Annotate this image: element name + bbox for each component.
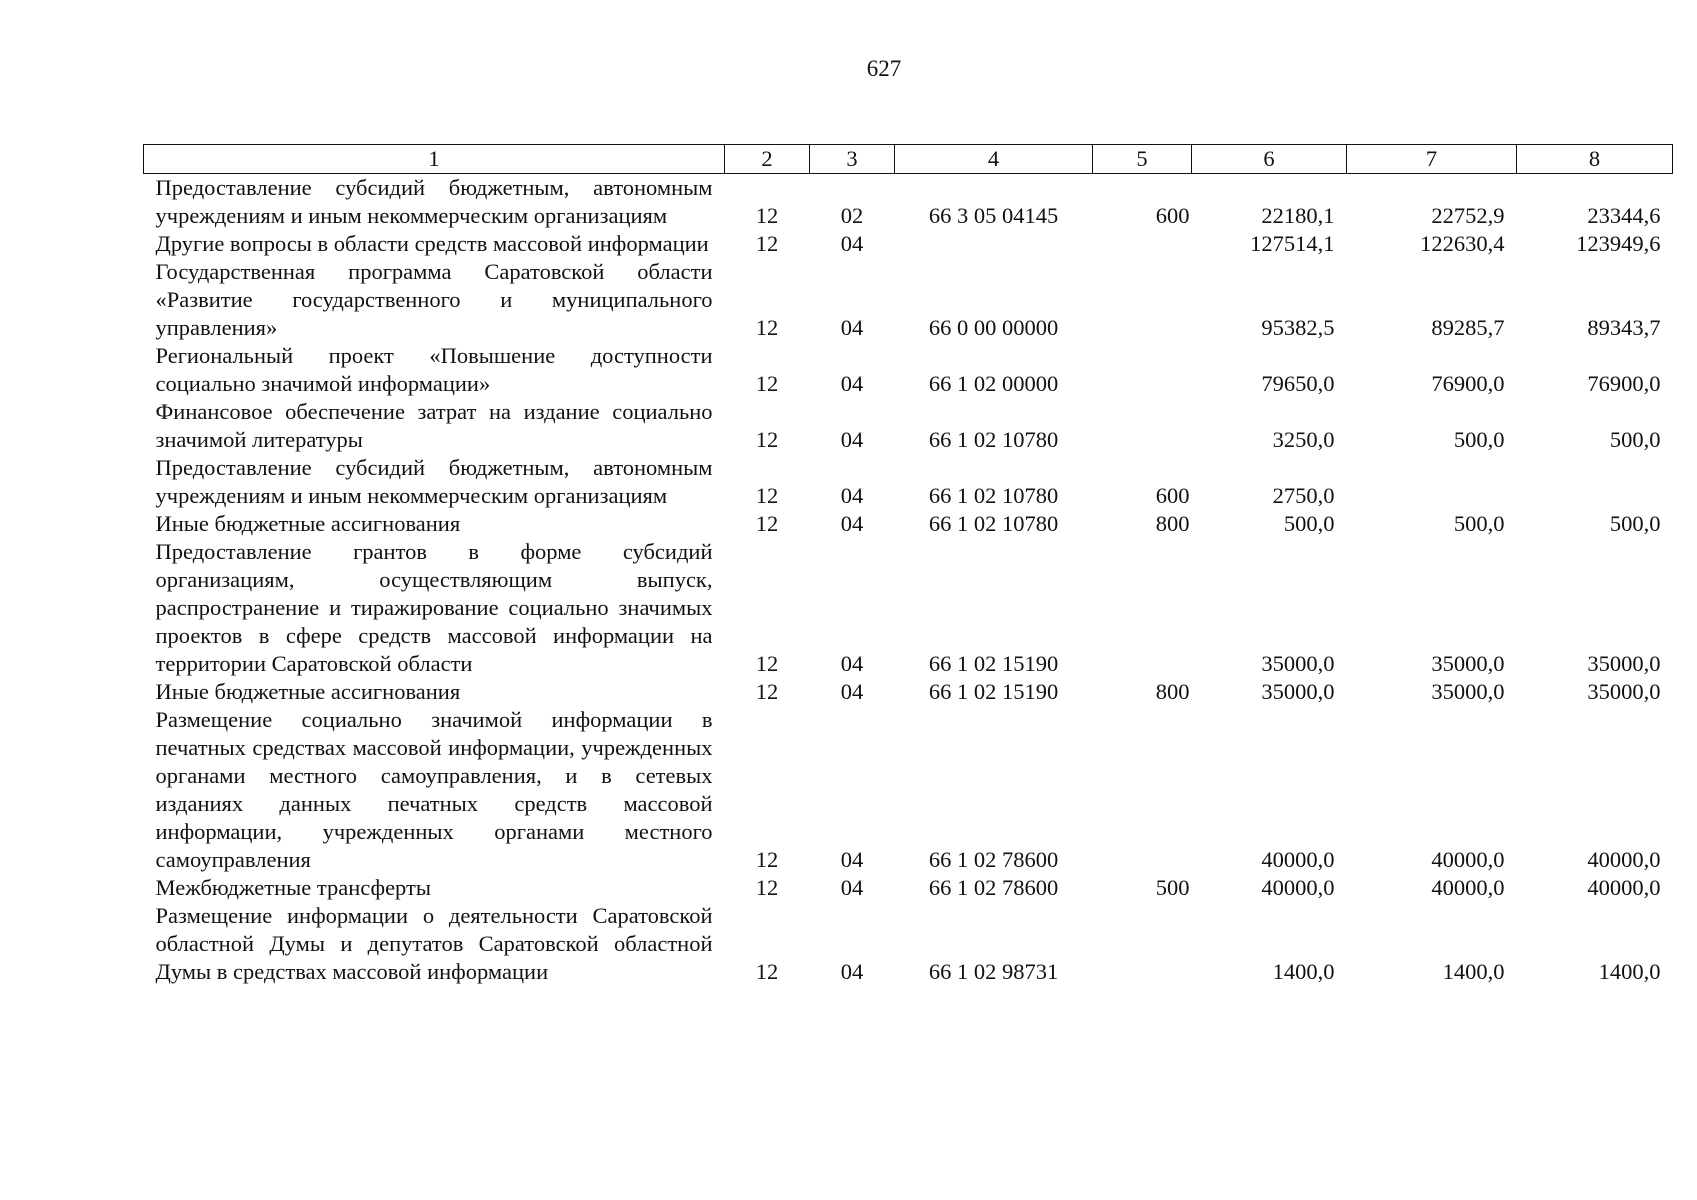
header-row [144, 145, 1673, 174]
table-body [144, 174, 1673, 987]
header-col-2: 2 [725, 145, 810, 174]
row-subsection: 04 [840, 231, 864, 256]
row-subsection: 04 [840, 483, 864, 508]
page-number: 627 [866, 56, 902, 81]
row-amount-col7: 1400,0 [1442, 959, 1505, 984]
row-amount-col6: 40000,0 [1261, 847, 1335, 872]
row-subsection: 02 [840, 203, 864, 228]
row-amount-col7: 40000,0 [1431, 875, 1505, 900]
row-amount-col8: 40000,0 [1587, 875, 1661, 900]
row-target-article: 66 1 02 15190 [928, 651, 1059, 676]
row-subsection: 04 [840, 511, 864, 536]
row-expense-type [1093, 398, 1192, 454]
row-subsection: 04 [840, 651, 864, 676]
row-section: 12 [755, 483, 779, 508]
row-amount-col8: 35000,0 [1587, 651, 1661, 676]
row-section: 12 [755, 371, 779, 396]
header-col-6: 6 [1192, 145, 1347, 174]
row-section: 12 [755, 959, 779, 984]
row-amount-col8 [1517, 454, 1673, 510]
row-expense-type: 800 [1155, 679, 1190, 704]
row-expense-type [1093, 902, 1192, 986]
table-row [144, 538, 1673, 678]
row-amount-col6: 95382,5 [1261, 315, 1335, 340]
row-amount-col8: 40000,0 [1587, 847, 1661, 872]
row-amount-col8: 123949,6 [1576, 231, 1661, 256]
header-col-8: 8 [1517, 145, 1673, 174]
row-amount-col7 [1347, 454, 1517, 510]
row-amount-col7: 76900,0 [1431, 371, 1505, 396]
row-target-article: 66 1 02 10780 [928, 427, 1059, 452]
row-amount-col7: 89285,7 [1431, 315, 1505, 340]
row-amount-col8: 35000,0 [1587, 679, 1661, 704]
row-target-article: 66 1 02 78600 [928, 847, 1059, 872]
table-row [144, 398, 1673, 454]
row-section: 12 [755, 427, 779, 452]
row-description: Предоставление субсидий бюджетным, автономным учреждениям и иным некоммерческим организациям [155, 455, 713, 508]
row-subsection: 04 [840, 959, 864, 984]
table-row [144, 510, 1673, 538]
row-expense-type [1093, 342, 1192, 398]
row-subsection: 04 [840, 315, 864, 340]
row-target-article: 66 1 02 00000 [928, 371, 1059, 396]
row-section: 12 [755, 315, 779, 340]
table-row [144, 902, 1673, 986]
row-section: 12 [755, 651, 779, 676]
row-amount-col6: 500,0 [1283, 511, 1335, 536]
row-section: 12 [755, 203, 779, 228]
row-amount-col6: 2750,0 [1272, 483, 1335, 508]
row-description: Государственная программа Саратовской области «Развитие государственного и муниципального управления» [155, 259, 713, 340]
row-target-article [895, 230, 1093, 258]
row-amount-col7: 500,0 [1453, 427, 1505, 452]
header-col-5: 5 [1093, 145, 1192, 174]
row-subsection: 04 [840, 427, 864, 452]
header-col-4: 4 [895, 145, 1093, 174]
row-description: Другие вопросы в области средств массовой информации [155, 231, 709, 256]
row-amount-col6: 3250,0 [1272, 427, 1335, 452]
row-expense-type: 600 [1155, 483, 1190, 508]
table-header [144, 145, 1673, 174]
row-description: Иные бюджетные ассигнования [155, 679, 461, 704]
row-description: Предоставление субсидий бюджетным, автономным учреждениям и иным некоммерческим организациям [155, 175, 713, 228]
row-subsection: 04 [840, 847, 864, 872]
row-amount-col6: 22180,1 [1261, 203, 1335, 228]
row-expense-type: 600 [1155, 203, 1190, 228]
row-subsection: 04 [840, 371, 864, 396]
row-amount-col8: 23344,6 [1587, 203, 1661, 228]
table-row [144, 174, 1673, 231]
row-section: 12 [755, 847, 779, 872]
row-amount-col7: 35000,0 [1431, 651, 1505, 676]
row-section: 12 [755, 875, 779, 900]
row-subsection: 04 [840, 875, 864, 900]
row-amount-col7: 22752,9 [1431, 203, 1505, 228]
budget-table [143, 144, 1673, 986]
row-amount-col7: 500,0 [1453, 511, 1505, 536]
row-section: 12 [755, 679, 779, 704]
row-expense-type: 800 [1155, 511, 1190, 536]
table-row [144, 454, 1673, 510]
row-amount-col8: 500,0 [1609, 427, 1661, 452]
table-row [144, 706, 1673, 874]
row-expense-type [1093, 538, 1192, 678]
row-amount-col6: 1400,0 [1272, 959, 1335, 984]
row-subsection: 04 [840, 679, 864, 704]
row-expense-type [1093, 258, 1192, 342]
row-target-article: 66 1 02 10780 [928, 483, 1059, 508]
row-amount-col6: 79650,0 [1261, 371, 1335, 396]
row-section: 12 [755, 511, 779, 536]
row-section: 12 [755, 231, 779, 256]
row-description: Иные бюджетные ассигнования [155, 511, 461, 536]
row-expense-type [1093, 706, 1192, 874]
header-col-1: 1 [144, 145, 725, 174]
row-description: Региональный проект «Повышение доступности социально значимой информации» [155, 343, 713, 396]
table-row [144, 678, 1673, 706]
row-amount-col7: 35000,0 [1431, 679, 1505, 704]
row-amount-col6: 35000,0 [1261, 651, 1335, 676]
row-amount-col6: 40000,0 [1261, 875, 1335, 900]
table-row [144, 342, 1673, 398]
row-amount-col8: 500,0 [1609, 511, 1661, 536]
row-amount-col7: 122630,4 [1420, 231, 1505, 256]
row-amount-col6: 35000,0 [1261, 679, 1335, 704]
row-description: Размещение социально значимой информации в печатных средствах массовой информации, учрежденных органами местного самоуправления, и в сетевых изданиях данных печатных средств массовой информации, учрежденных органами местного самоуправления [155, 707, 713, 872]
row-target-article: 66 3 05 04145 [928, 203, 1059, 228]
row-amount-col6: 127514,1 [1250, 231, 1335, 256]
row-amount-col8: 76900,0 [1587, 371, 1661, 396]
table-row [144, 258, 1673, 342]
row-target-article: 66 0 00 00000 [928, 315, 1059, 340]
row-target-article: 66 1 02 98731 [928, 959, 1059, 984]
row-amount-col8: 89343,7 [1587, 315, 1661, 340]
table-row [144, 230, 1673, 258]
row-description: Финансовое обеспечение затрат на издание социально значимой литературы [155, 399, 713, 452]
header-col-7: 7 [1347, 145, 1517, 174]
row-expense-type [1093, 230, 1192, 258]
row-description: Размещение информации о деятельности Саратовской областной Думы и депутатов Саратовской областной Думы в средствах массовой информации [155, 903, 713, 984]
row-target-article: 66 1 02 10780 [928, 511, 1059, 536]
row-description: Межбюджетные трансферты [155, 875, 431, 900]
row-amount-col7: 40000,0 [1431, 847, 1505, 872]
row-target-article: 66 1 02 78600 [928, 875, 1059, 900]
row-expense-type: 500 [1155, 875, 1190, 900]
header-col-3: 3 [810, 145, 895, 174]
row-description: Предоставление грантов в форме субсидий организациям, осуществляющим выпуск, распространение и тиражирование социально значимых проектов в сфере средств массовой информации на территории Саратовской области [155, 539, 713, 676]
row-target-article: 66 1 02 15190 [928, 679, 1059, 704]
table-row [144, 874, 1673, 902]
row-amount-col8: 1400,0 [1598, 959, 1661, 984]
